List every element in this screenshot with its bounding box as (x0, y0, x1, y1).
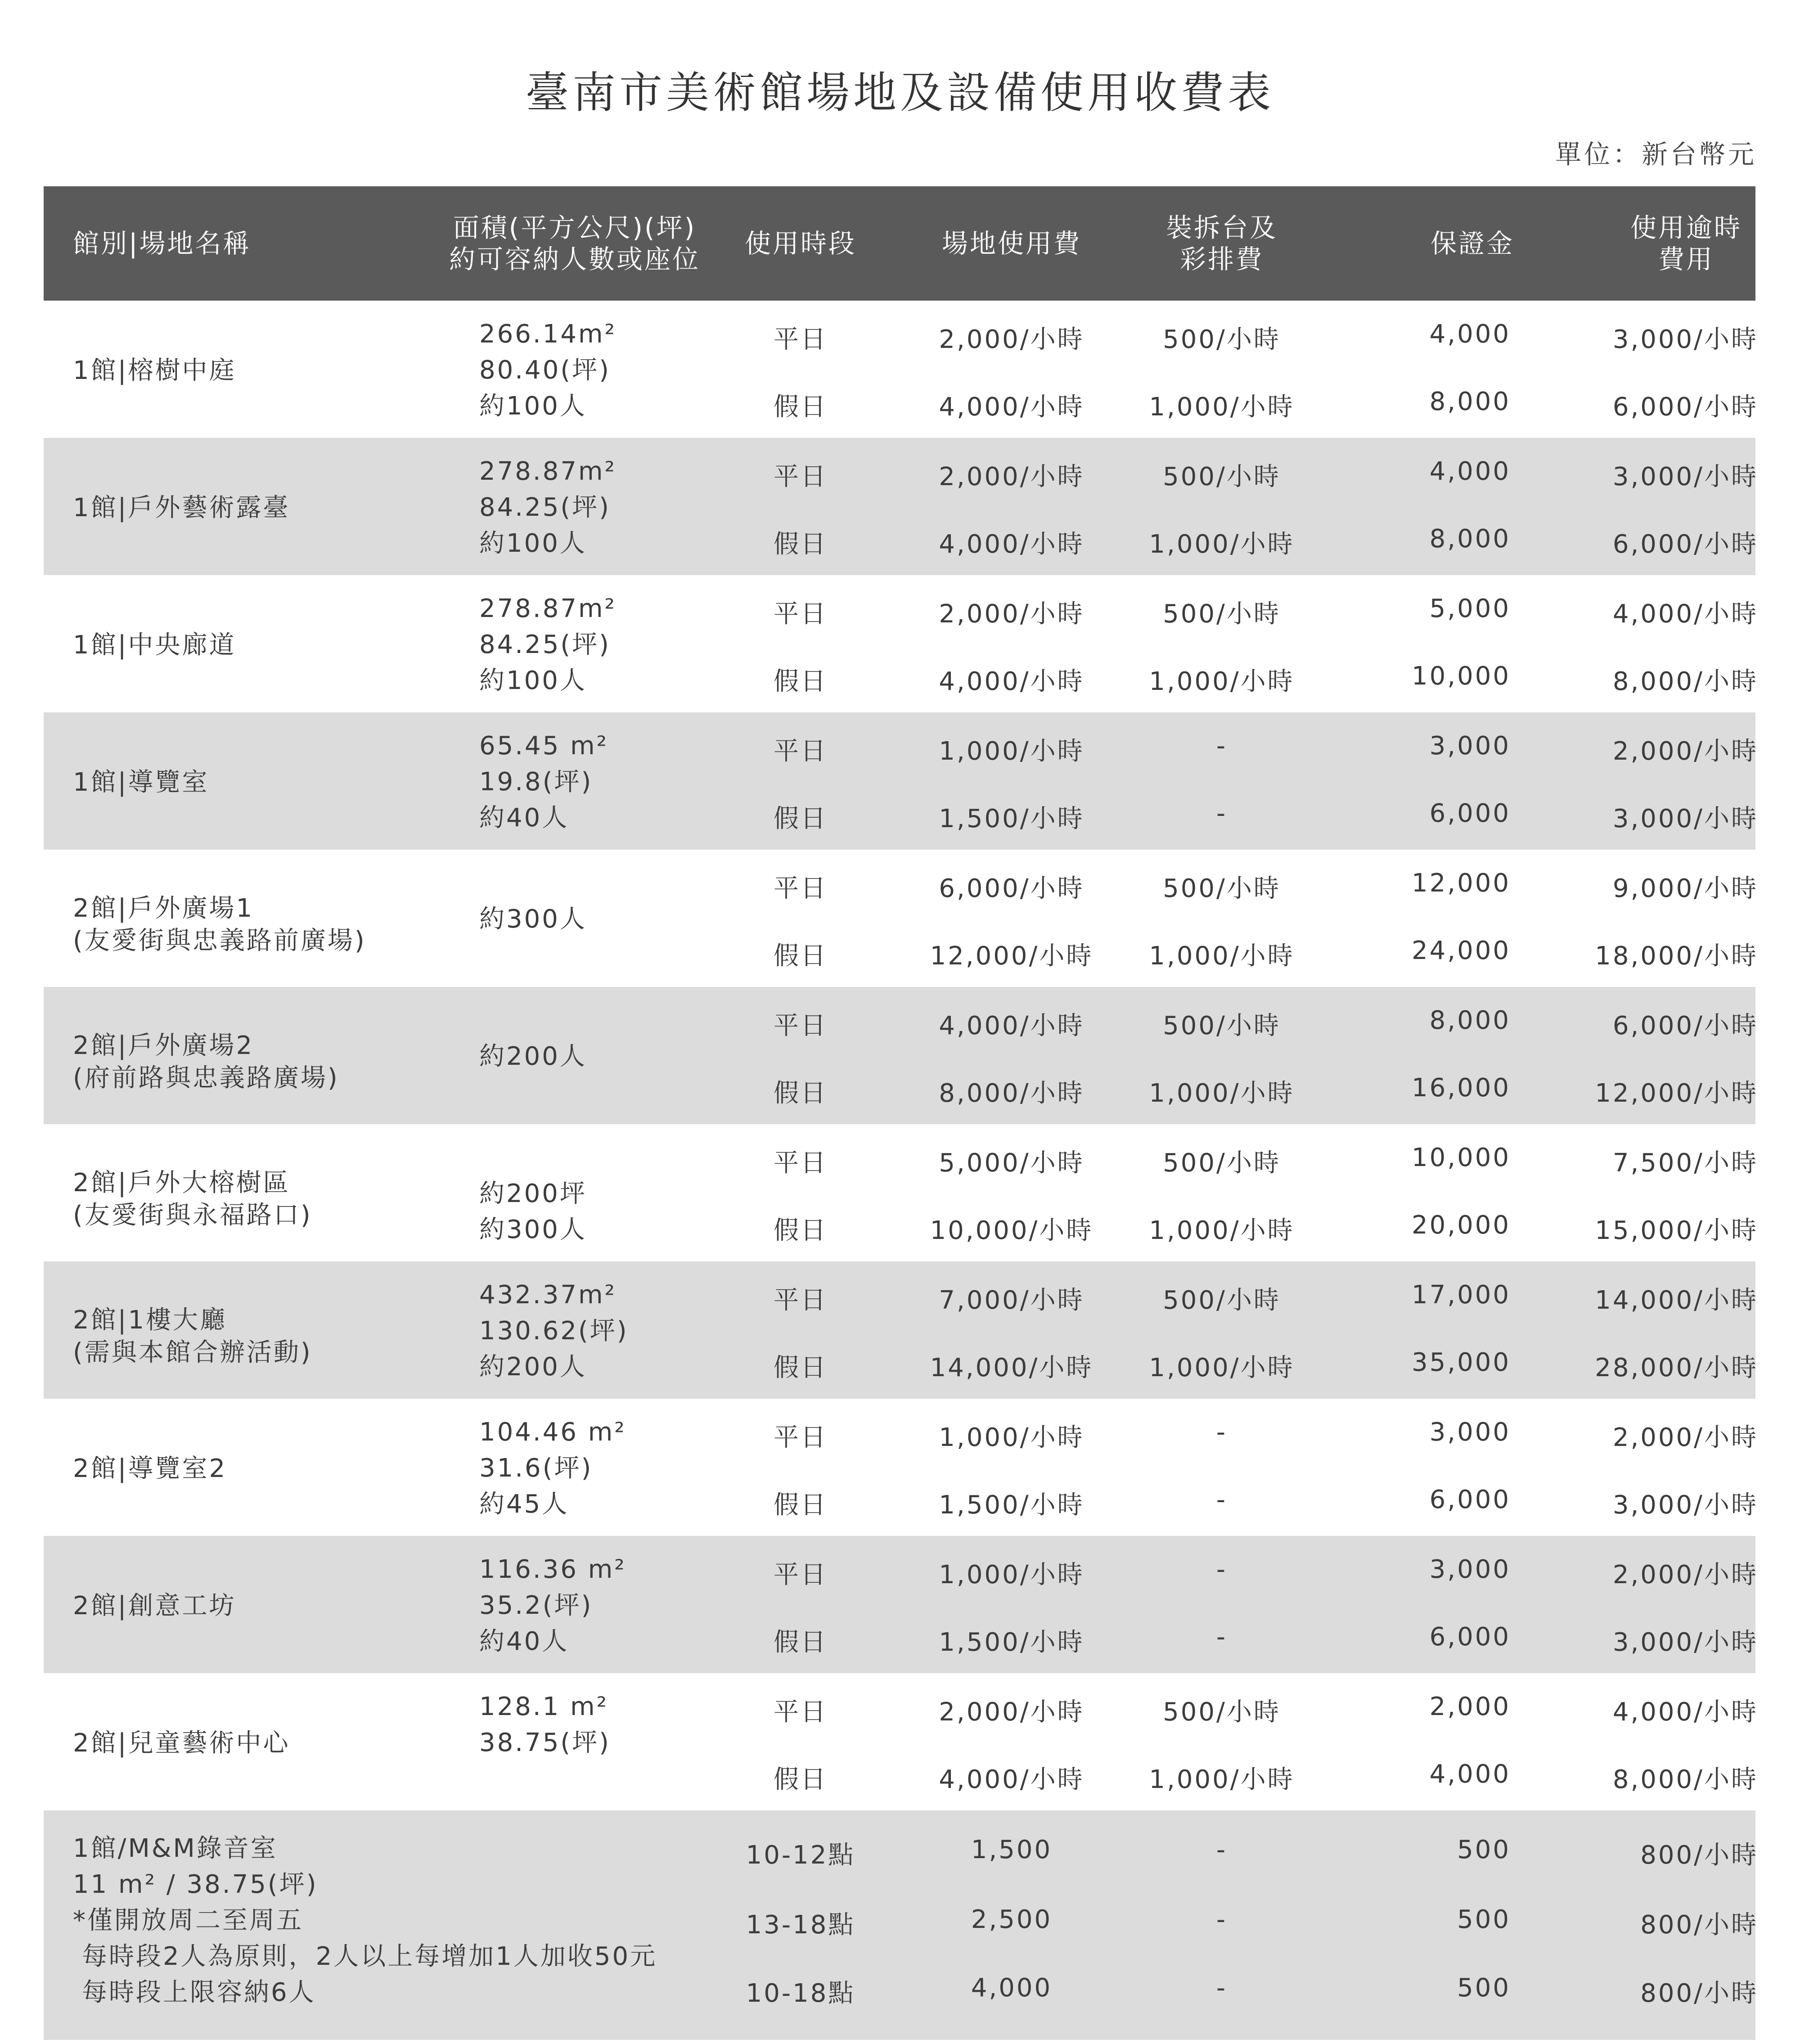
setup-fee-weekday: - (1216, 1555, 1228, 1584)
fee-holiday: 4,000/小時 (939, 667, 1084, 696)
period-holiday: 假日 (774, 1765, 828, 1794)
overtime-holiday: 8,000/小時 (1612, 667, 1758, 696)
studio-slot-deposit: 500 (1457, 1835, 1511, 1864)
venue-name: 2館|戶外廣場1 (73, 894, 254, 923)
fee-holiday: 10,000/小時 (930, 1216, 1094, 1245)
header-overtime-line2: 費用 (1658, 244, 1714, 275)
header-area-line1: 面積(平方公尺)(坪) (453, 212, 697, 243)
page-title: 臺南市美術館場地及設備使用收費表 (526, 68, 1274, 118)
period-weekday: 平日 (774, 1286, 828, 1315)
studio-note-capacity: 每時段上限容納6人 (82, 1978, 316, 2007)
studio-slot-period: 13-18點 (746, 1910, 855, 1940)
venue-capacity: 約100人 (479, 529, 587, 558)
venue-area-ping: 約200坪 (479, 1179, 587, 1208)
setup-fee-weekday: 500/小時 (1163, 1697, 1281, 1727)
fee-holiday: 8,000/小時 (939, 1079, 1084, 1108)
studio-slot-setup: - (1216, 1973, 1228, 2003)
venue-area-ping: 35.2(坪) (479, 1591, 593, 1620)
fee-weekday: 5,000/小時 (939, 1148, 1084, 1178)
overtime-weekday: 3,000/小時 (1612, 462, 1758, 491)
period-weekday: 平日 (774, 737, 828, 766)
venue-capacity: 約300人 (479, 1215, 587, 1244)
overtime-weekday: 4,000/小時 (1612, 599, 1758, 629)
venue-area-ping: 19.8(坪) (479, 767, 593, 797)
fee-weekday: 6,000/小時 (939, 874, 1084, 903)
studio-slot-period: 10-12點 (746, 1841, 855, 1870)
venue-area-ping: 80.40(坪) (479, 356, 611, 385)
period-weekday: 平日 (774, 1423, 828, 1452)
deposit-weekday: 12,000 (1412, 869, 1511, 898)
setup-fee-weekday: 500/小時 (1163, 1286, 1281, 1315)
venue-area-m2: 278.87m² (479, 594, 616, 623)
period-holiday: 假日 (774, 1079, 828, 1108)
deposit-weekday: 8,000 (1429, 1006, 1511, 1035)
table-row (44, 850, 1758, 987)
overtime-holiday: 6,000/小時 (1612, 392, 1758, 422)
period-weekday: 平日 (774, 599, 828, 629)
studio-name: 1館/M&M錄音室 (73, 1834, 278, 1863)
venue-name: 1館|戶外藝術露臺 (73, 493, 290, 522)
deposit-weekday: 4,000 (1429, 457, 1511, 486)
setup-fee-holiday: - (1216, 799, 1228, 828)
header-period: 使用時段 (744, 228, 856, 259)
setup-fee-weekday: 500/小時 (1163, 325, 1281, 354)
venue-capacity: 約40人 (479, 803, 569, 833)
table-row (44, 1399, 1758, 1536)
deposit-weekday: 4,000 (1429, 320, 1511, 349)
venue-capacity: 約45人 (479, 1490, 569, 1519)
venue-capacity: 約100人 (479, 392, 587, 421)
setup-fee-weekday: 500/小時 (1163, 874, 1281, 903)
venue-name: 2館|導覽室2 (73, 1454, 227, 1483)
venue-name: 2館|創意工坊 (73, 1591, 236, 1621)
setup-fee-holiday: 1,000/小時 (1149, 1353, 1295, 1382)
studio-slot-fee: 2,500 (971, 1905, 1053, 1934)
overtime-holiday: 15,000/小時 (1595, 1216, 1758, 1245)
fee-holiday: 4,000/小時 (939, 1765, 1084, 1794)
deposit-weekday: 3,000 (1429, 1418, 1511, 1447)
header-fee: 場地使用費 (941, 228, 1081, 259)
table-row (44, 575, 1758, 712)
setup-fee-weekday: 500/小時 (1163, 462, 1281, 491)
studio-note-surcharge: 每時段2人為原則，2人以上每增加1人加收50元 (82, 1942, 657, 1971)
venue-area-m2: 65.45 m² (479, 731, 609, 761)
venue-location: (需與本館合辦活動) (73, 1338, 312, 1367)
fee-holiday: 1,500/小時 (939, 1628, 1084, 1657)
table-row (44, 438, 1758, 575)
studio-area: 11 m² / 38.75(坪) (73, 1870, 318, 1899)
table-row (44, 1673, 1758, 1810)
venue-area-ping: 約300人 (479, 905, 587, 934)
deposit-holiday: 6,000 (1429, 1622, 1511, 1652)
overtime-holiday: 3,000/小時 (1612, 804, 1758, 833)
period-weekday: 平日 (774, 1697, 828, 1727)
table-row (44, 1124, 1758, 1261)
venue-name: 1館|榕樹中庭 (73, 356, 236, 385)
venue-area-ping: 130.62(坪) (479, 1316, 629, 1346)
setup-fee-holiday: 1,000/小時 (1149, 392, 1295, 422)
period-holiday: 假日 (774, 530, 828, 559)
header-deposit: 保證金 (1430, 228, 1514, 259)
period-holiday: 假日 (774, 1490, 828, 1520)
studio-slot-fee: 1,500 (971, 1835, 1053, 1864)
table-body (44, 301, 1758, 1810)
period-holiday: 假日 (774, 667, 828, 696)
overtime-holiday: 12,000/小時 (1595, 1079, 1758, 1108)
setup-fee-holiday: 1,000/小時 (1149, 941, 1295, 971)
period-holiday: 假日 (774, 1216, 828, 1245)
venue-name: 2館|戶外廣場2 (73, 1031, 254, 1060)
setup-fee-weekday: 500/小時 (1163, 1011, 1281, 1040)
overtime-holiday: 3,000/小時 (1612, 1490, 1758, 1520)
period-holiday: 假日 (774, 392, 828, 422)
fee-weekday: 1,000/小時 (939, 1423, 1084, 1452)
setup-fee-holiday: 1,000/小時 (1149, 1216, 1295, 1245)
setup-fee-holiday: - (1216, 1622, 1228, 1652)
venue-area-m2: 116.36 m² (479, 1555, 626, 1584)
overtime-weekday: 2,000/小時 (1612, 1423, 1758, 1452)
period-weekday: 平日 (774, 1560, 828, 1589)
deposit-weekday: 5,000 (1429, 594, 1511, 623)
overtime-weekday: 9,000/小時 (1612, 874, 1758, 903)
period-weekday: 平日 (774, 1148, 828, 1178)
overtime-weekday: 2,000/小時 (1612, 1560, 1758, 1589)
venue-area-ping: 約200人 (479, 1042, 587, 1071)
fee-holiday: 14,000/小時 (930, 1353, 1094, 1382)
table-row (44, 987, 1758, 1124)
table-row (44, 301, 1758, 438)
venue-name: 2館|1樓大廳 (73, 1306, 227, 1335)
overtime-weekday: 4,000/小時 (1612, 1697, 1758, 1727)
fee-holiday: 4,000/小時 (939, 392, 1084, 422)
setup-fee-holiday: 1,000/小時 (1149, 530, 1295, 559)
venue-area-m2: 104.46 m² (479, 1418, 626, 1447)
period-weekday: 平日 (774, 462, 828, 491)
period-weekday: 平日 (774, 874, 828, 903)
table-row (44, 1261, 1758, 1399)
venue-capacity: 約40人 (479, 1627, 569, 1656)
deposit-holiday: 35,000 (1412, 1348, 1511, 1377)
venue-area-m2: 432.37m² (479, 1280, 616, 1310)
table-row (44, 1536, 1758, 1673)
overtime-holiday: 8,000/小時 (1612, 1765, 1758, 1794)
studio-slot-deposit: 500 (1457, 1905, 1511, 1934)
table-header (44, 186, 1755, 301)
venue-area-ping: 31.6(坪) (479, 1454, 593, 1483)
overtime-weekday: 2,000/小時 (1612, 737, 1758, 766)
fee-table (44, 186, 1758, 2040)
overtime-holiday: 28,000/小時 (1595, 1353, 1758, 1382)
fee-holiday: 1,500/小時 (939, 804, 1084, 833)
setup-fee-weekday: 500/小時 (1163, 1148, 1281, 1178)
fee-weekday: 2,000/小時 (939, 325, 1084, 354)
studio-slot-overtime: 800/小時 (1640, 1910, 1758, 1940)
fee-weekday: 7,000/小時 (939, 1286, 1084, 1315)
setup-fee-holiday: 1,000/小時 (1149, 1765, 1295, 1794)
venue-area-ping: 84.25(坪) (479, 493, 611, 522)
header-venue: 館別|場地名稱 (73, 228, 251, 259)
venue-name: 2館|兒童藝術中心 (73, 1729, 290, 1758)
deposit-holiday: 6,000 (1429, 1485, 1511, 1514)
studio-note-days: *僅開放周二至周五 (73, 1906, 303, 1935)
header-area (390, 186, 759, 301)
deposit-holiday: 4,000 (1429, 1760, 1511, 1789)
fee-holiday: 4,000/小時 (939, 530, 1084, 559)
header-setup-line2: 彩排費 (1179, 244, 1264, 275)
header-overtime (1592, 186, 1781, 301)
fee-weekday: 1,000/小時 (939, 737, 1084, 766)
studio-slot-setup: - (1216, 1835, 1228, 1864)
fee-weekday: 1,000/小時 (939, 1560, 1084, 1589)
header-overtime-line1: 使用逾時 (1630, 212, 1742, 243)
studio-slot-period: 10-18點 (746, 1979, 855, 2008)
setup-fee-weekday: - (1216, 1418, 1228, 1447)
deposit-holiday: 10,000 (1412, 662, 1511, 691)
fee-holiday: 1,500/小時 (939, 1490, 1084, 1520)
deposit-holiday: 8,000 (1429, 387, 1511, 416)
overtime-weekday: 14,000/小時 (1595, 1286, 1758, 1315)
studio-slot-deposit: 500 (1457, 1973, 1511, 2003)
venue-location: (友愛街與永福路口) (73, 1201, 312, 1230)
deposit-holiday: 24,000 (1412, 936, 1511, 965)
venue-area-m2: 278.87m² (479, 457, 616, 486)
fee-weekday: 2,000/小時 (939, 1697, 1084, 1727)
venue-location: (友愛街與忠義路前廣場) (73, 926, 366, 955)
venue-area-ping: 38.75(坪) (479, 1728, 611, 1757)
setup-fee-holiday: 1,000/小時 (1149, 667, 1295, 696)
venue-name: 2館|戶外大榕樹區 (73, 1168, 290, 1198)
overtime-weekday: 3,000/小時 (1612, 325, 1758, 354)
fee-weekday: 2,000/小時 (939, 599, 1084, 629)
fee-weekday: 4,000/小時 (939, 1011, 1084, 1040)
setup-fee-weekday: - (1216, 731, 1228, 761)
table-row (44, 712, 1758, 850)
header-area-line2: 約可容納人數或座位 (449, 244, 700, 275)
venue-name: 1館|中央廊道 (73, 630, 236, 660)
overtime-weekday: 6,000/小時 (1612, 1011, 1758, 1040)
period-weekday: 平日 (774, 1011, 828, 1040)
deposit-weekday: 3,000 (1429, 1555, 1511, 1584)
setup-fee-weekday: 500/小時 (1163, 599, 1281, 629)
period-holiday: 假日 (774, 941, 828, 971)
deposit-holiday: 6,000 (1429, 799, 1511, 828)
overtime-holiday: 18,000/小時 (1595, 941, 1758, 971)
deposit-holiday: 20,000 (1412, 1211, 1511, 1240)
period-weekday: 平日 (774, 325, 828, 354)
deposit-weekday: 10,000 (1412, 1143, 1511, 1172)
header-setup-line1: 裝拆台及 (1166, 212, 1278, 243)
period-holiday: 假日 (774, 1628, 828, 1657)
table-row-studio (44, 1810, 1758, 2040)
venue-area-m2: 266.14m² (479, 320, 616, 349)
studio-slot-setup: - (1216, 1905, 1228, 1934)
deposit-holiday: 16,000 (1412, 1073, 1511, 1103)
setup-fee-holiday: 1,000/小時 (1149, 1079, 1295, 1108)
fee-weekday: 2,000/小時 (939, 462, 1084, 491)
venue-location: (府前路與忠義路廣場) (73, 1063, 339, 1093)
studio-slot-overtime: 800/小時 (1640, 1841, 1758, 1870)
venue-name: 1館|導覽室 (73, 768, 209, 797)
venue-area-ping: 84.25(坪) (479, 630, 611, 659)
setup-fee-holiday: - (1216, 1485, 1228, 1514)
fee-holiday: 12,000/小時 (930, 941, 1094, 971)
deposit-weekday: 3,000 (1429, 731, 1511, 761)
venue-capacity: 約100人 (479, 666, 587, 695)
venue-area-m2: 128.1 m² (479, 1692, 609, 1721)
overtime-holiday: 3,000/小時 (1612, 1628, 1758, 1657)
period-holiday: 假日 (774, 1353, 828, 1382)
studio-slot-overtime: 800/小時 (1640, 1979, 1758, 2008)
header-setup (1132, 186, 1312, 301)
deposit-weekday: 2,000 (1429, 1692, 1511, 1721)
currency-unit: 單位：新台幣元 (1555, 139, 1757, 170)
overtime-holiday: 6,000/小時 (1612, 530, 1758, 559)
venue-capacity: 約200人 (479, 1352, 587, 1382)
overtime-weekday: 7,500/小時 (1612, 1148, 1758, 1178)
period-holiday: 假日 (774, 804, 828, 833)
deposit-holiday: 8,000 (1429, 524, 1511, 554)
studio-slot-fee: 4,000 (971, 1973, 1053, 2003)
deposit-weekday: 17,000 (1412, 1280, 1511, 1310)
